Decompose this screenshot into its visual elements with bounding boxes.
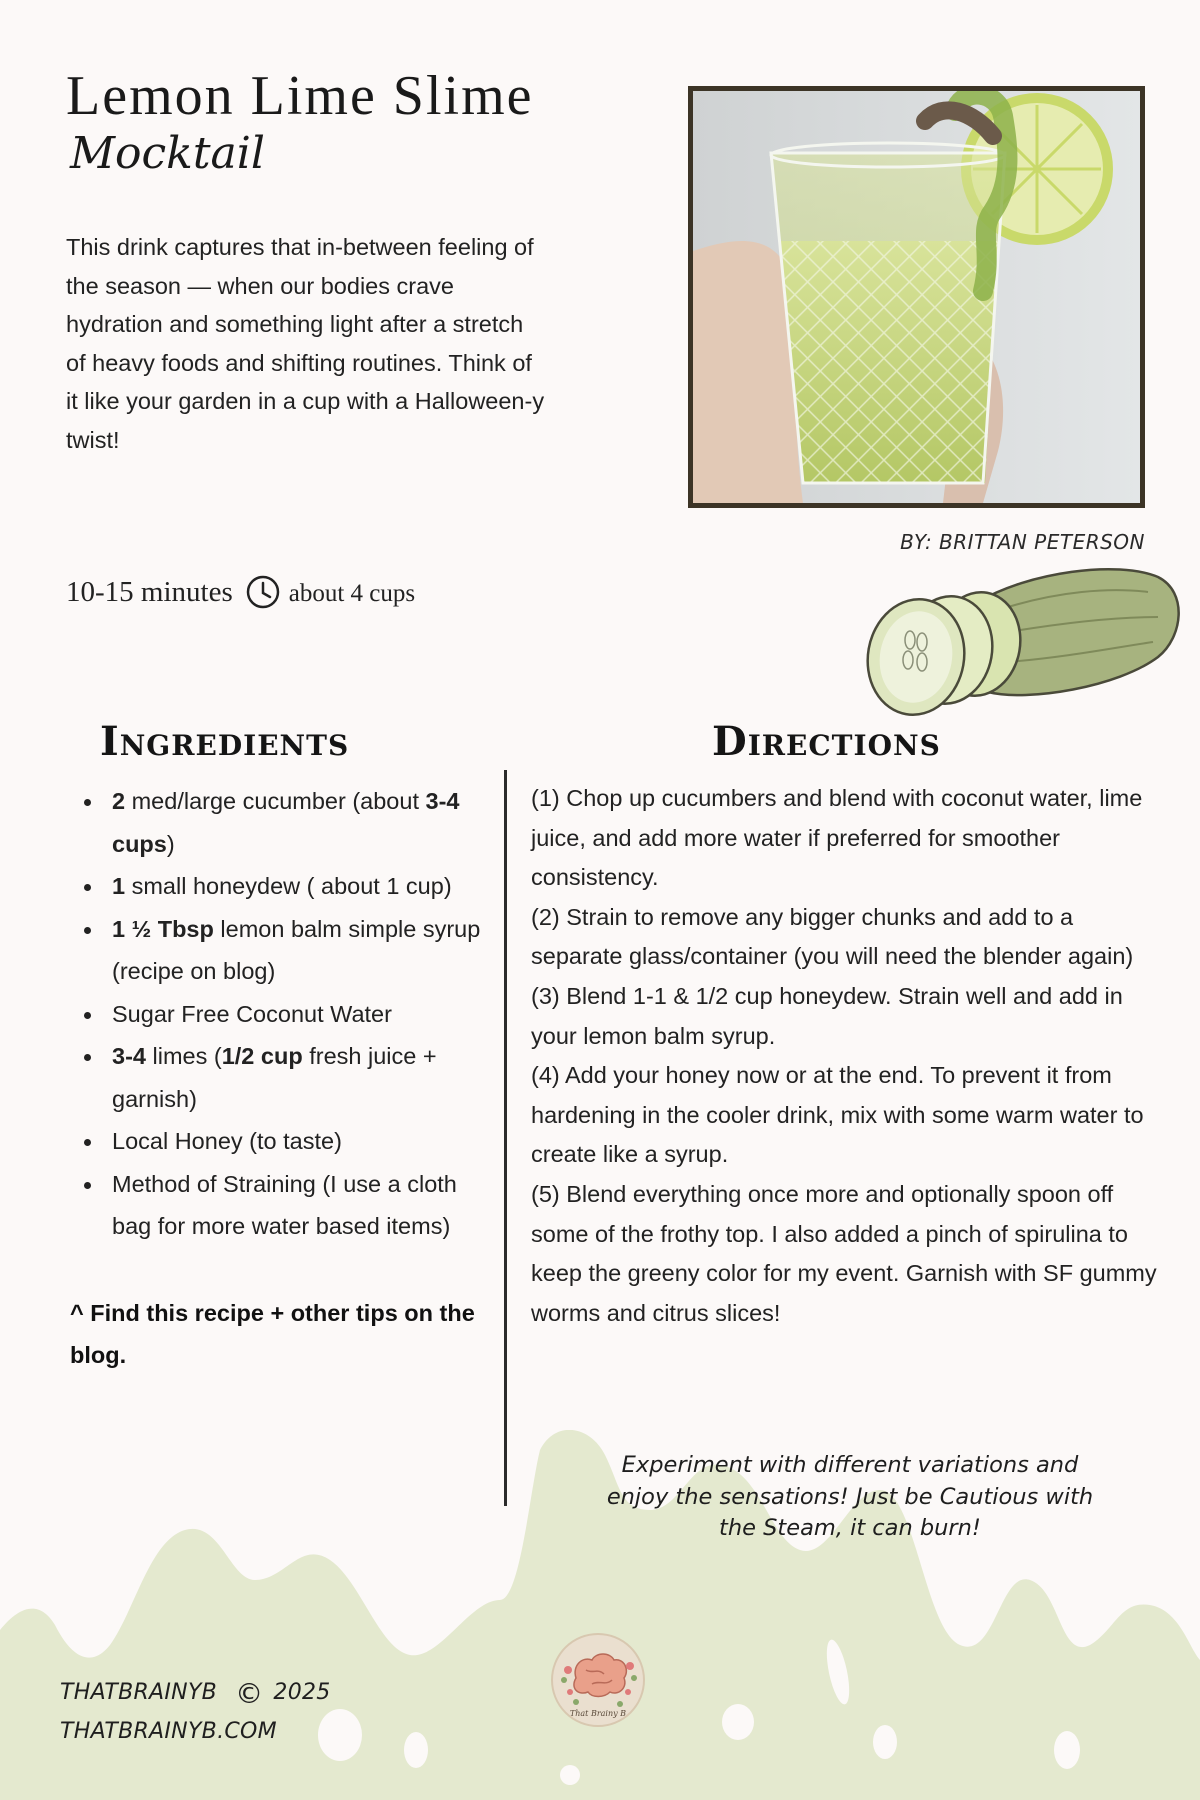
clock-icon bbox=[245, 574, 281, 610]
brain-logo bbox=[548, 1630, 648, 1730]
recipe-byline: BY: BRITTAN PETERSON bbox=[900, 530, 1145, 554]
recipe-yield: about 4 cups bbox=[288, 580, 416, 607]
ingredient-item: 3-4 limes (1/2 cup fresh juice + garnish) bbox=[78, 1035, 498, 1120]
ingredient-item: Method of Straining (I use a cloth bag for more water based items) bbox=[78, 1163, 498, 1248]
recipe-title: Lemon Lime Slime bbox=[66, 65, 534, 127]
direction-step: (2) Strain to remove any bigger chunks and add to a separate glass/container (you will need the blender again) bbox=[531, 903, 1134, 970]
ingredients-list bbox=[78, 780, 498, 1248]
recipe-intro: This drink captures that in-between feeling of the season — when our bodies crave hydration and something light after a stretch of heavy foods and shifting routines. Think of it like your garden in a cup with a Halloween-y twist! bbox=[66, 234, 545, 453]
ingredient-item: Local Honey (to taste) bbox=[78, 1120, 498, 1163]
brand-name: THATBRAINYB bbox=[60, 1680, 218, 1705]
website-link[interactable]: THATBRAINYB.COM bbox=[60, 1719, 277, 1744]
ingredient-item: 1 small honeydew ( about 1 cup) bbox=[78, 865, 498, 908]
direction-step: (4) Add your honey now or at the end. To prevent it from hardening in the cooler drink, mix with some warm water to create like a syrup. bbox=[531, 1062, 1144, 1168]
direction-step: (5) Blend everything once more and optionally spoon off some of the frothy top. I also added a pinch of spirulina to keep the greeny color for my event. Garnish with SF gummy worms and citrus slices! bbox=[531, 1180, 1157, 1326]
ingredients-heading: Ingredients bbox=[100, 718, 350, 765]
cucumber-illustration bbox=[858, 562, 1186, 724]
drink-photo bbox=[688, 86, 1145, 508]
directions-list bbox=[531, 779, 1171, 1333]
column-divider bbox=[504, 770, 507, 1506]
direction-step: (3) Blend 1-1 & 1/2 cup honeydew. Strain well and add in your lemon balm syrup. bbox=[531, 982, 1123, 1049]
recipe-meta bbox=[66, 572, 415, 612]
directions-heading: Directions bbox=[712, 718, 941, 765]
logo-text: That Brainy B bbox=[569, 1709, 627, 1718]
recipe-subtitle: Mocktail bbox=[70, 128, 265, 179]
blog-note: ^ Find this recipe + other tips on the blog. bbox=[70, 1300, 475, 1368]
footer-brand bbox=[60, 1674, 331, 1751]
direction-step: (1) Chop up cucumbers and blend with coconut water, lime juice, and add more water if preferred for smoother consistency. bbox=[531, 785, 1143, 891]
tip-note: Experiment with different variations and enjoy the sensations! Just be Cautious with the Steam, it can burn! bbox=[606, 1452, 1094, 1541]
ingredient-item: 2 med/large cucumber (about 3-4 cups) bbox=[78, 780, 498, 865]
prep-time: 10-15 minutes bbox=[66, 575, 233, 608]
ingredient-item: Sugar Free Coconut Water bbox=[78, 993, 498, 1036]
copyright-year: 2025 bbox=[273, 1680, 331, 1705]
ingredient-item: 1 ½ Tbsp lemon balm simple syrup (recipe on blog) bbox=[78, 908, 498, 993]
drink-glass-illustration bbox=[693, 91, 1140, 503]
copyright-icon: © bbox=[235, 1677, 264, 1710]
